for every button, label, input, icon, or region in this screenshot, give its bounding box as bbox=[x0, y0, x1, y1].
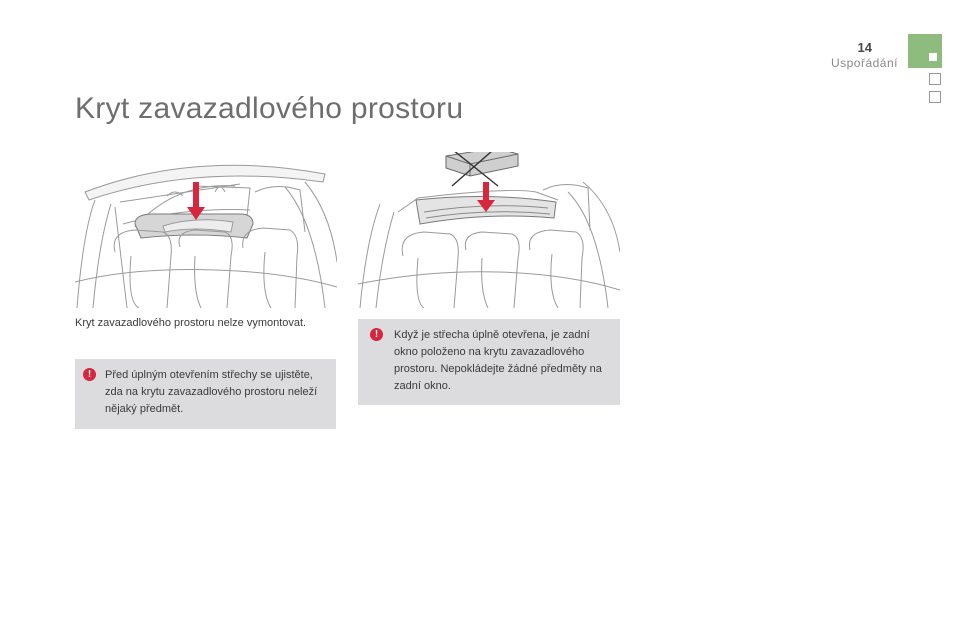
car-rear-interior-illustration bbox=[75, 152, 337, 308]
caption-text: Kryt zavazadlového prostoru nelze vymontovat. bbox=[75, 317, 307, 329]
warning-text-1: Před úplným otevřením střechy se ujistěte, zda na krytu zavazadlového prostoru neleží nějaký předmět. bbox=[105, 369, 318, 415]
tab-square-icon bbox=[929, 53, 937, 61]
car-rear-interior-open-roof-illustration bbox=[358, 152, 620, 308]
exclamation-warning-icon: ! bbox=[370, 328, 383, 341]
warning-note-1 bbox=[75, 359, 336, 429]
warning-note-2 bbox=[358, 319, 620, 405]
page-title: Kryt zavazadlového prostoru bbox=[75, 92, 464, 125]
warning-text-2: Když je střecha úplně otevřena, je zadní okno položeno na krytu zavazadlového prostoru. Nepokládejte žádné předměty na zadní okno. bbox=[394, 329, 602, 392]
page-number: 14 bbox=[857, 40, 872, 55]
section-name: Uspořádání bbox=[830, 56, 898, 70]
section-tab-active[interactable] bbox=[908, 34, 942, 68]
section-tab-1[interactable] bbox=[929, 73, 941, 85]
crossed-out-box-icon bbox=[446, 152, 518, 186]
section-tab-2[interactable] bbox=[929, 91, 941, 103]
exclamation-warning-icon: ! bbox=[83, 368, 96, 381]
